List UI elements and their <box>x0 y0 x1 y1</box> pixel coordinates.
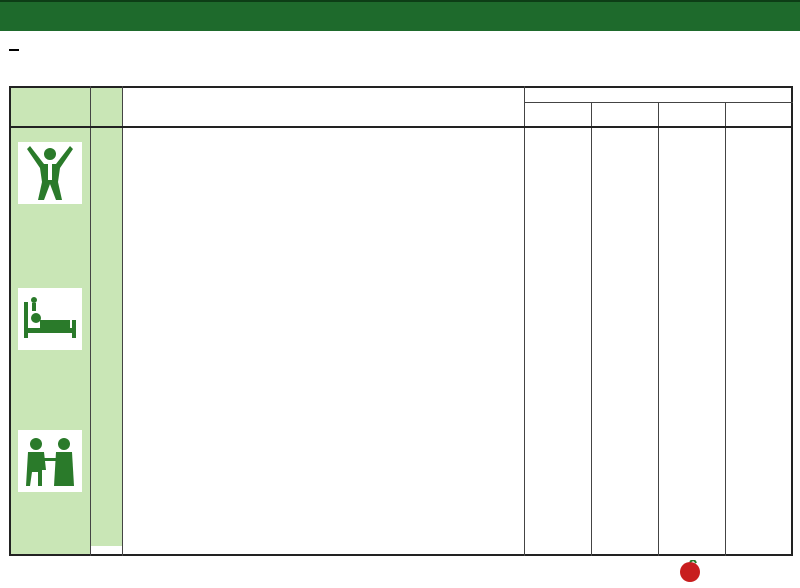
divider <box>9 126 793 128</box>
divider <box>658 102 659 556</box>
title-bar <box>0 0 800 31</box>
divider <box>122 86 123 556</box>
ssh-logic-logo <box>600 560 796 584</box>
divider <box>725 102 726 556</box>
divider <box>524 86 525 556</box>
inquiry-tag <box>9 49 19 51</box>
divider <box>90 86 91 556</box>
question-table <box>9 86 793 556</box>
divider <box>591 102 592 556</box>
divider <box>524 102 793 103</box>
